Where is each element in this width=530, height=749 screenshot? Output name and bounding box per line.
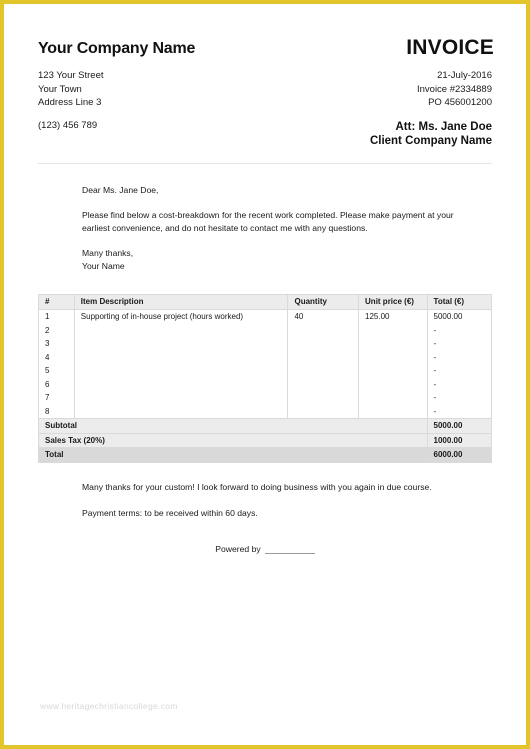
invoice-title: INVOICE (406, 36, 494, 59)
subtotal-row (39, 419, 492, 434)
row-total: - (427, 405, 491, 419)
invoice-number: Invoice #2334889 (416, 83, 492, 95)
row-description (74, 405, 288, 419)
total-row (39, 448, 492, 463)
payment-terms: Payment terms: to be received within 60 days. (82, 507, 258, 518)
row-quantity (288, 364, 359, 378)
watermark: www.heritagechristiancollege.com (40, 701, 178, 711)
client-company: Client Company Name (369, 135, 492, 147)
row-number: 8 (39, 405, 75, 419)
table-row (39, 337, 492, 351)
tax-label: Sales Tax (20%) (39, 433, 428, 448)
row-unit-price (359, 364, 428, 378)
invoice-date: 21-July-2016 (437, 70, 492, 81)
row-total: 5000.00 (427, 310, 491, 324)
row-number: 6 (39, 378, 75, 392)
row-total: - (427, 391, 491, 405)
table-body (39, 310, 492, 419)
company-phone: (123) 456 789 (38, 120, 98, 131)
company-name: Your Company Name (38, 40, 196, 57)
col-header-total: Total (€) (427, 295, 491, 310)
total-value: 6000.00 (427, 448, 491, 463)
row-quantity (288, 324, 359, 338)
table-row (39, 405, 492, 419)
row-description (74, 391, 288, 405)
row-unit-price (359, 324, 428, 338)
total-label: Total (39, 448, 428, 463)
row-total: - (427, 324, 491, 338)
col-header-description: Item Description (74, 295, 288, 310)
invoice-meta (417, 69, 492, 110)
address-line-2: Your Town (38, 83, 82, 95)
letter-signature: Your Name (82, 261, 125, 271)
powered-by-blank (265, 553, 315, 554)
letter-signoff: Many thanks, (82, 247, 134, 258)
row-number: 2 (39, 324, 75, 338)
row-description (74, 324, 288, 338)
row-unit-price (359, 337, 428, 351)
row-unit-price (359, 378, 428, 392)
row-total: - (427, 364, 491, 378)
letter-paragraph: Please find below a cost-breakdown for the recent work completed. Please make payment at your earliest convenience, and do not hesitate to contact me with any questions. (82, 209, 454, 233)
address-line-3: Address Line 3 (38, 97, 102, 108)
table-row (39, 324, 492, 338)
row-description (74, 337, 288, 351)
table-row (39, 351, 492, 365)
invoice-items-table (38, 294, 492, 463)
row-number: 4 (39, 351, 75, 365)
row-unit-price (359, 351, 428, 365)
col-header-number: # (39, 295, 75, 310)
row-description (74, 364, 288, 378)
row-quantity (288, 351, 359, 365)
row-unit-price (359, 391, 428, 405)
letter-greeting: Dear Ms. Jane Doe, (82, 185, 159, 195)
col-header-unit-price: Unit price (€) (359, 295, 428, 310)
row-quantity (288, 378, 359, 392)
tax-row (39, 433, 492, 448)
row-number: 3 (39, 337, 75, 351)
table-row (39, 378, 492, 392)
closing-text (82, 481, 502, 532)
powered-by (4, 544, 526, 554)
row-number: 5 (39, 364, 75, 378)
closing-thanks: Many thanks for your custom! I look forward to doing business with you again in due course. (82, 482, 432, 492)
powered-by-label: Powered by (215, 544, 261, 554)
row-description (74, 378, 288, 392)
row-quantity (288, 405, 359, 419)
row-description: Supporting of in-house project (hours worked) (74, 310, 288, 324)
table-row (39, 391, 492, 405)
col-header-quantity: Quantity (288, 295, 359, 310)
company-address (38, 69, 104, 110)
table-row (39, 310, 492, 324)
table-header-row (39, 295, 492, 310)
address-line-1: 123 Your Street (38, 70, 104, 81)
row-description (74, 351, 288, 365)
row-quantity: 40 (288, 310, 359, 324)
tax-value: 1000.00 (427, 433, 491, 448)
row-unit-price: 125.00 (359, 310, 428, 324)
letter-body (82, 184, 482, 274)
row-number: 7 (39, 391, 75, 405)
row-quantity (288, 337, 359, 351)
po-number: PO 456001200 (428, 97, 492, 108)
subtotal-value: 5000.00 (427, 419, 491, 434)
table-row (39, 364, 492, 378)
row-total: - (427, 337, 491, 351)
client-block (370, 120, 492, 148)
row-quantity (288, 391, 359, 405)
divider (38, 163, 492, 164)
row-total: - (427, 378, 491, 392)
row-total: - (427, 351, 491, 365)
client-attention: Att: Ms. Jane Doe (395, 121, 492, 133)
row-number: 1 (39, 310, 75, 324)
row-unit-price (359, 405, 428, 419)
subtotal-label: Subtotal (39, 419, 428, 434)
